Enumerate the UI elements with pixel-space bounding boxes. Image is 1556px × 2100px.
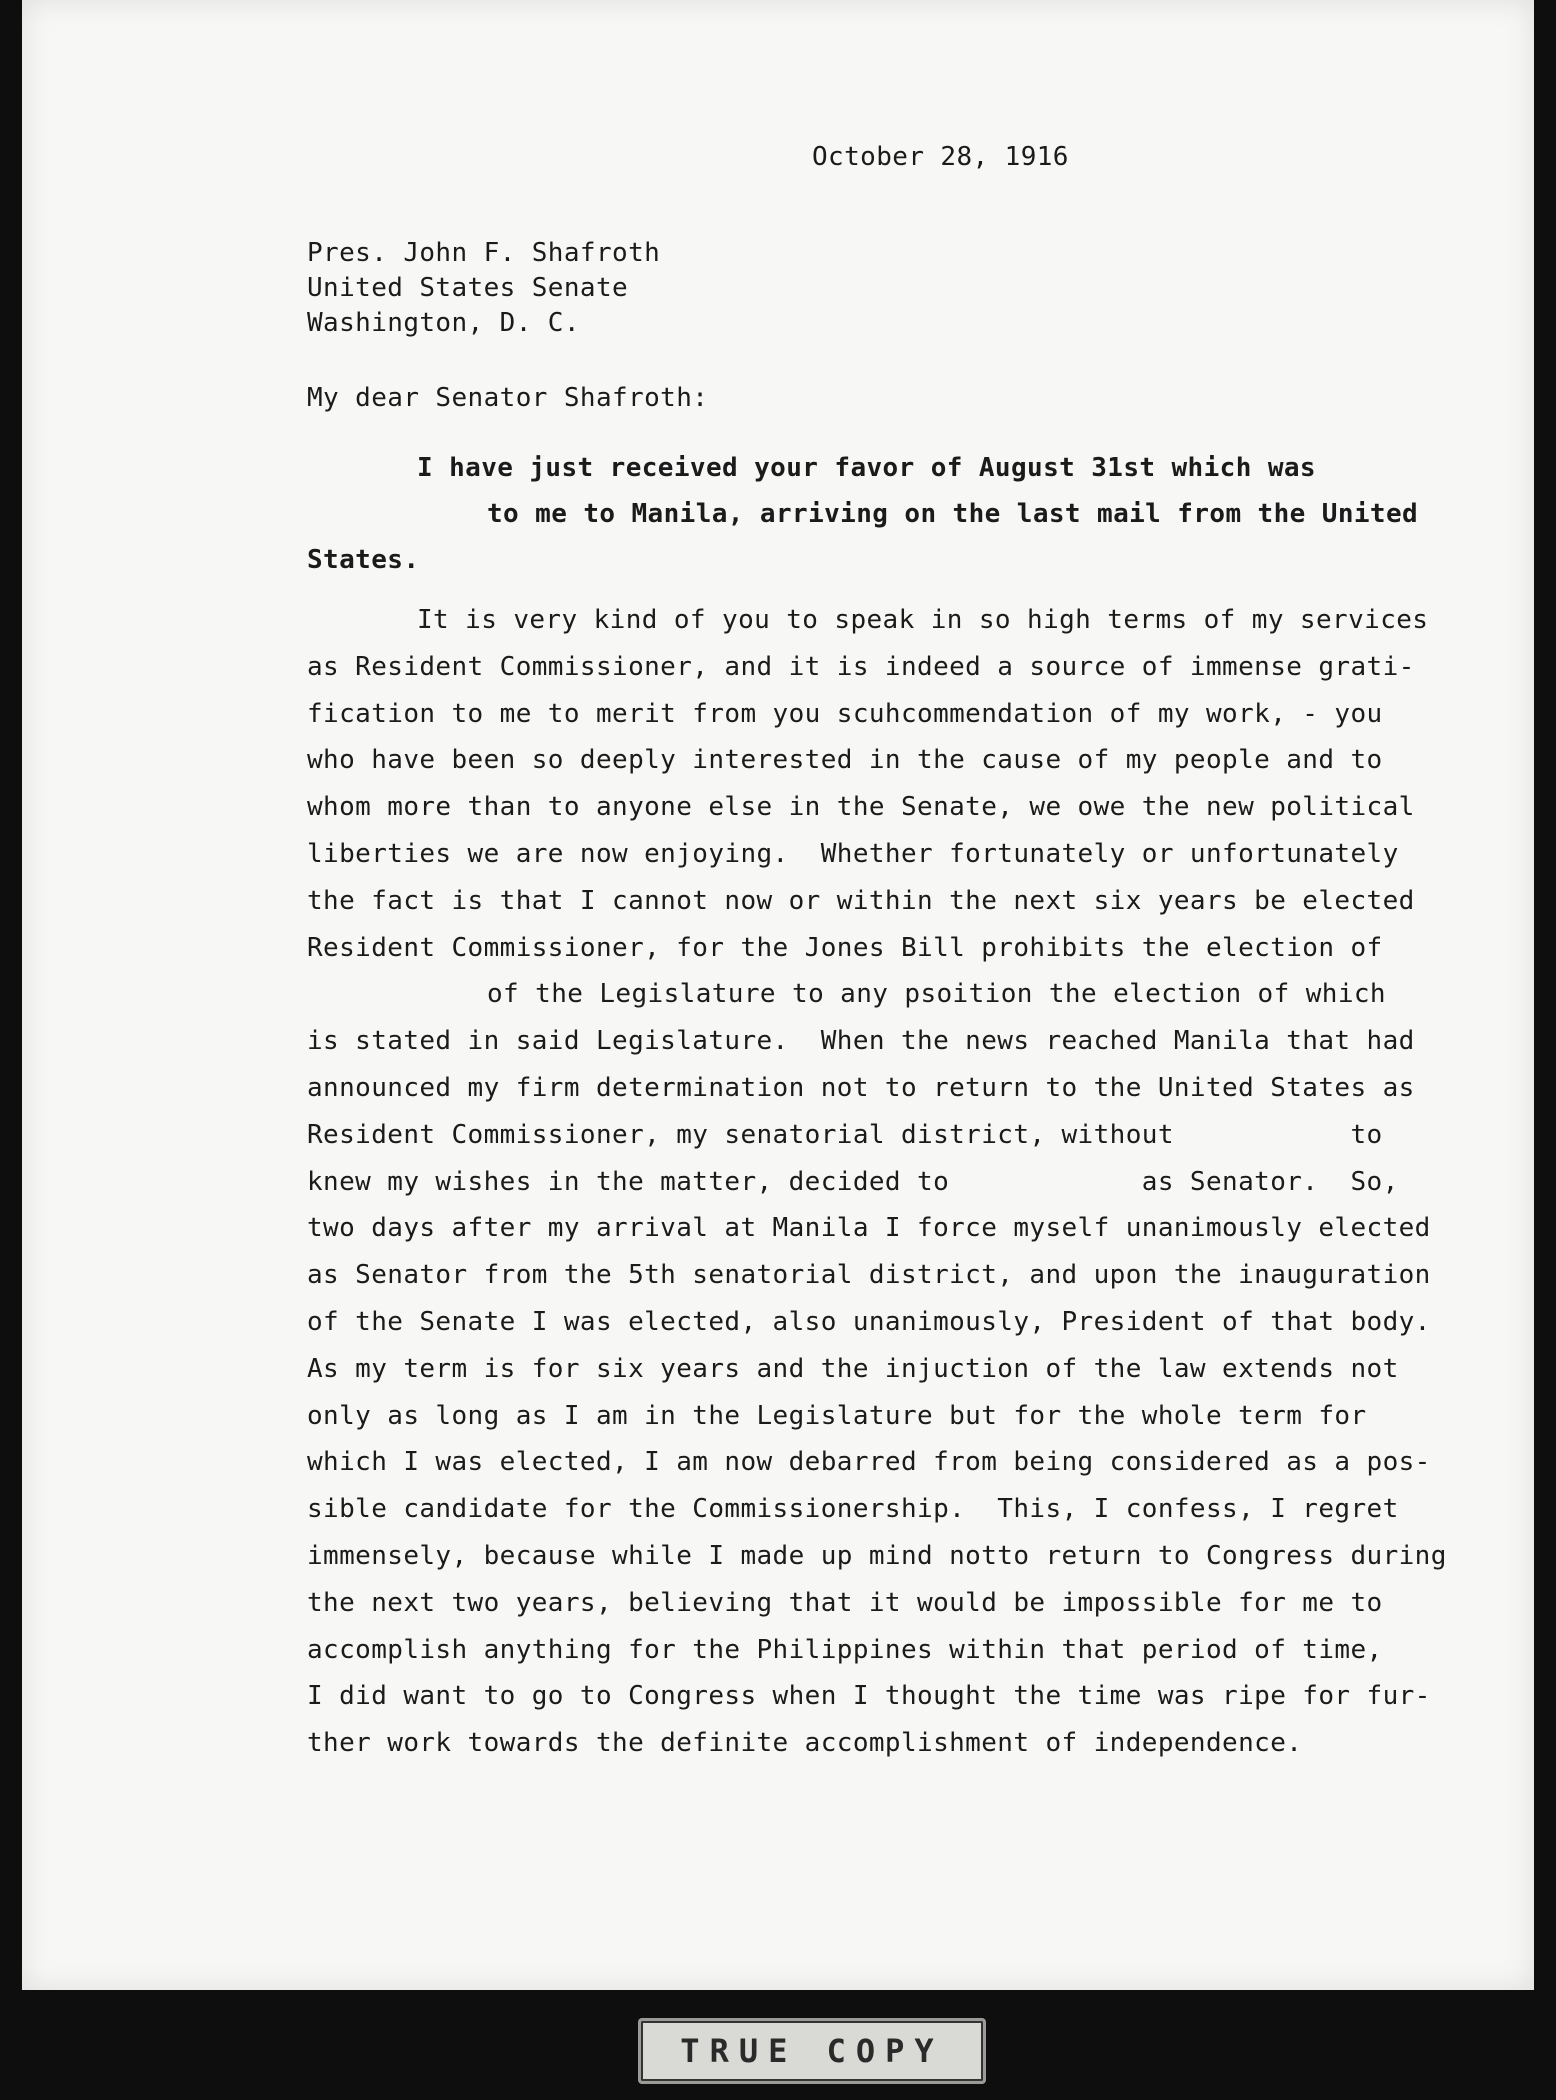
salutation: My dear Senator Shafroth: xyxy=(307,383,709,413)
true-copy-stamp: TRUE COPY xyxy=(638,2018,986,2084)
paragraph-line: as Senator from the 5th senatorial district, and upon the inauguration xyxy=(307,1260,1431,1291)
paragraph-line: fication to me to merit from you scuhcommendation of my work, - you xyxy=(307,698,1383,729)
paragraph-line: whom more than to anyone else in the Senate, we owe the new political xyxy=(307,792,1415,823)
address-line: Washington, D. C. xyxy=(307,308,580,338)
paragraph-line: announced my firm determination not to return to the United States as xyxy=(307,1072,1415,1103)
paragraph-line: immensely, because while I made up mind notto return to Congress during xyxy=(307,1540,1447,1571)
paragraph-line: which I was elected, I am now debarred from being considered as a pos- xyxy=(307,1447,1431,1478)
paragraph-line: is stated in said Legislature. When the news reached Manila that had xyxy=(307,1026,1415,1057)
paragraph-line: only as long as I am in the Legislature but for the whole term for xyxy=(307,1400,1367,1431)
paragraph-line: of the Legislature to any psoition the election of which xyxy=(487,979,1386,1010)
paragraph-line: as Resident Commissioner, and it is indeed a source of immense grati- xyxy=(307,651,1415,682)
paragraph-line: ther work towards the definite accomplishment of independence. xyxy=(307,1728,1303,1759)
paragraph-line: Resident Commissioner, for the Jones Bill prohibits the election of xyxy=(307,932,1383,963)
document-page xyxy=(22,0,1534,1990)
paragraph-line: Resident Commissioner, my senatorial district, without to xyxy=(307,1119,1383,1150)
letter-body xyxy=(22,0,1534,1990)
paragraph-line: the fact is that I cannot now or within the next six years be elected xyxy=(307,885,1415,916)
paragraph-line: States. xyxy=(307,545,420,575)
paragraph-line: I did want to go to Congress when I thought the time was ripe for fur- xyxy=(307,1681,1431,1712)
paragraph-line: accomplish anything for the Philippines within that period of time, xyxy=(307,1634,1383,1665)
paragraph-line: liberties we are now enjoying. Whether fortunately or unfortunately xyxy=(307,838,1399,869)
paragraph-line: to me to Manila, arriving on the last mail from the United xyxy=(487,499,1419,529)
paragraph-line: knew my wishes in the matter, decided to as Senator. So, xyxy=(307,1166,1399,1197)
address-line: United States Senate xyxy=(307,273,629,303)
paragraph-line: two days after my arrival at Manila I force myself unanimously elected xyxy=(307,1213,1431,1244)
paragraph-line: sible candidate for the Commissionership. This, I confess, I regret xyxy=(307,1494,1399,1525)
paragraph-2 xyxy=(307,597,1447,1767)
address-line: Pres. John F. Shafroth xyxy=(307,238,661,268)
paragraph-line: who have been so deeply interested in the cause of my people and to xyxy=(307,745,1383,776)
paragraph-line: the next two years, believing that it would be impossible for me to xyxy=(307,1587,1383,1618)
letter-date: October 28, 1916 xyxy=(812,142,1069,172)
recipient-address xyxy=(307,236,660,341)
paragraph-line: It is very kind of you to speak in so high terms of my services xyxy=(417,605,1429,635)
paragraph-1 xyxy=(307,445,1418,583)
paragraph-line: of the Senate I was elected, also unanimously, President of that body. xyxy=(307,1306,1431,1337)
paragraph-line: As my term is for six years and the injuction of the law extends not xyxy=(307,1353,1399,1384)
paragraph-line: I have just received your favor of August 31st which was xyxy=(417,453,1316,483)
